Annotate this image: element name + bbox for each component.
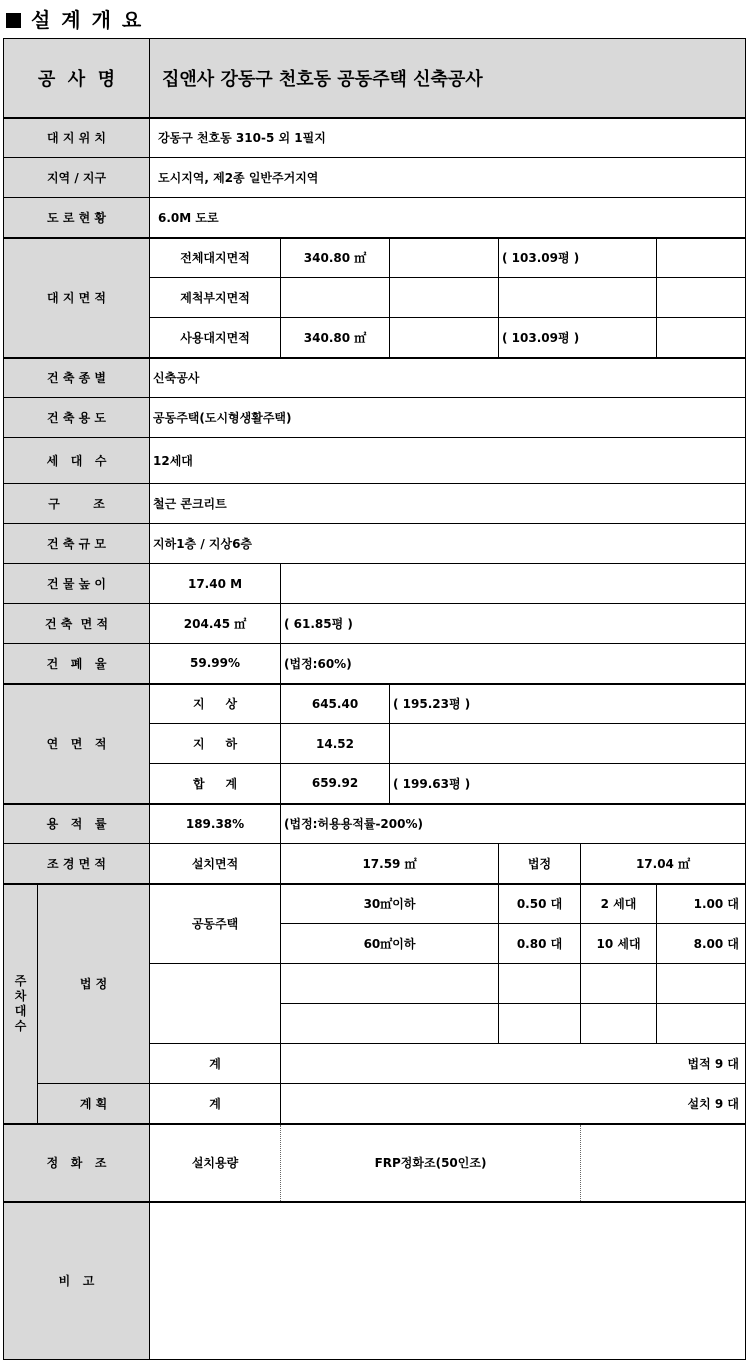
septic-sub: 설치용량 <box>150 1124 281 1202</box>
floor-area-name: 지 하 <box>150 724 281 764</box>
empty-cell <box>657 318 746 358</box>
floor-area-label: 연 면 적 <box>4 684 150 804</box>
empty-cell <box>499 964 581 1004</box>
project-name: 집앤사 강동구 천호동 공동주택 신축공사 <box>150 39 746 118</box>
building-type-label: 건 축 종 별 <box>4 358 150 398</box>
building-area-pyeong: ( 61.85평 ) <box>281 604 746 644</box>
site-location-value: 강동구 천호동 310-5 외 1필지 <box>150 118 746 158</box>
parking-row <box>4 884 746 924</box>
zone-row <box>4 158 746 198</box>
septic-row <box>4 1124 746 1202</box>
structure-value: 철근 콘크리트 <box>150 484 746 524</box>
structure-label: 구 조 <box>4 484 150 524</box>
coverage-row <box>4 644 746 684</box>
site-area-row <box>4 238 746 278</box>
building-use-label: 건 축 용 도 <box>4 398 150 438</box>
building-area-label: 건 축 면 적 <box>4 604 150 644</box>
scale-label: 건 축 규 모 <box>4 524 150 564</box>
empty-cell <box>281 964 499 1004</box>
document-title-text: 설 계 개 요 <box>31 8 144 32</box>
parking-label-char: 주 <box>14 973 27 988</box>
parking-count: 8.00 대 <box>657 924 746 964</box>
floor-area-value: 645.40 <box>281 684 390 724</box>
building-use-value: 공동주택(도시형생활주택) <box>150 398 746 438</box>
coverage-legal: (법정:60%) <box>281 644 746 684</box>
parking-units: 2 세대 <box>581 884 657 924</box>
floor-area-pyeong <box>390 724 746 764</box>
parking-legal-total-label: 계 <box>150 1044 281 1084</box>
landscape-label: 조 경 면 적 <box>4 844 150 884</box>
site-area-name: 제척부지면적 <box>150 278 281 318</box>
remarks-label: 비 고 <box>4 1202 150 1360</box>
parking-plan-label: 계 획 <box>38 1084 150 1124</box>
parking-legal-label: 법 정 <box>38 884 150 1084</box>
site-area-pyeong <box>499 278 657 318</box>
building-type-row <box>4 358 746 398</box>
landscape-legal-label: 법정 <box>499 844 581 884</box>
floor-area-value: 659.92 <box>281 764 390 804</box>
empty-cell <box>581 964 657 1004</box>
floor-area-value: 14.52 <box>281 724 390 764</box>
floor-area-pyeong: ( 195.23평 ) <box>390 684 746 724</box>
households-row <box>4 438 746 484</box>
empty-cell <box>390 238 499 278</box>
road-row <box>4 198 746 238</box>
floor-area-name: 지 상 <box>150 684 281 724</box>
parking-rate: 0.50 대 <box>499 884 581 924</box>
floor-area-pyeong: ( 199.63평 ) <box>390 764 746 804</box>
structure-row <box>4 484 746 524</box>
septic-label: 정 화 조 <box>4 1124 150 1202</box>
households-label: 세 대 수 <box>4 438 150 484</box>
site-location-label: 대 지 위 치 <box>4 118 150 158</box>
road-value: 6.0M 도로 <box>150 198 746 238</box>
floor-area-name: 합 계 <box>150 764 281 804</box>
parking-plan-total: 설치 9 대 <box>281 1084 746 1124</box>
far-row <box>4 804 746 844</box>
parking-count: 1.00 대 <box>657 884 746 924</box>
zone-label: 지역 / 지구 <box>4 158 150 198</box>
site-area-pyeong: ( 103.09평 ) <box>499 238 657 278</box>
site-area-name: 사용대지면적 <box>150 318 281 358</box>
parking-label <box>4 884 38 1124</box>
height-label: 건 물 높 이 <box>4 564 150 604</box>
empty-cell <box>657 278 746 318</box>
empty-cell <box>281 564 746 604</box>
empty-cell <box>390 278 499 318</box>
design-summary-table <box>3 38 746 1360</box>
empty-cell <box>150 964 281 1044</box>
site-area-value: 340.80 ㎡ <box>281 238 390 278</box>
site-area-label: 대 지 면 적 <box>4 238 150 358</box>
far-legal: (법정:허용용적률-200%) <box>281 804 746 844</box>
empty-cell <box>657 1004 746 1044</box>
building-area-row <box>4 604 746 644</box>
empty-cell <box>499 1004 581 1044</box>
document-title <box>6 4 143 33</box>
project-row <box>4 39 746 118</box>
site-area-name: 전체대지면적 <box>150 238 281 278</box>
site-area-pyeong: ( 103.09평 ) <box>499 318 657 358</box>
parking-label-char: 수 <box>14 1018 27 1033</box>
landscape-sub: 설치면적 <box>150 844 281 884</box>
parking-units: 10 세대 <box>581 924 657 964</box>
parking-rate: 0.80 대 <box>499 924 581 964</box>
project-label: 공 사 명 <box>4 39 150 118</box>
building-area-value: 204.45 ㎡ <box>150 604 281 644</box>
far-label: 용 적 률 <box>4 804 150 844</box>
zone-value: 도시지역, 제2종 일반주거지역 <box>150 158 746 198</box>
building-use-row <box>4 398 746 438</box>
empty-cell <box>657 238 746 278</box>
site-area-value <box>281 278 390 318</box>
parking-size: 60㎡이하 <box>281 924 499 964</box>
parking-label-char: 대 <box>14 1003 27 1018</box>
parking-legal-total: 법적 9 대 <box>281 1044 746 1084</box>
scale-value: 지하1층 / 지상6층 <box>150 524 746 564</box>
coverage-value: 59.99% <box>150 644 281 684</box>
septic-value: FRP정화조(50인조) <box>281 1124 581 1202</box>
parking-plan-row <box>4 1084 746 1124</box>
remarks-value <box>150 1202 746 1360</box>
landscape-legal-value: 17.04 ㎡ <box>581 844 746 884</box>
parking-plan-total-label: 계 <box>150 1084 281 1124</box>
height-value: 17.40 M <box>150 564 281 604</box>
empty-cell <box>581 1004 657 1044</box>
empty-cell <box>390 318 499 358</box>
parking-label-char: 차 <box>14 988 27 1003</box>
households-value: 12세대 <box>150 438 746 484</box>
scale-row <box>4 524 746 564</box>
site-area-value: 340.80 ㎡ <box>281 318 390 358</box>
parking-size: 30㎡이하 <box>281 884 499 924</box>
remarks-row <box>4 1202 746 1360</box>
empty-cell <box>581 1124 746 1202</box>
landscape-row <box>4 844 746 884</box>
parking-housing-label: 공동주택 <box>150 884 281 964</box>
empty-cell <box>657 964 746 1004</box>
coverage-label: 건 폐 율 <box>4 644 150 684</box>
road-label: 도 로 현 황 <box>4 198 150 238</box>
height-row <box>4 564 746 604</box>
floor-area-row <box>4 684 746 724</box>
empty-cell <box>281 1004 499 1044</box>
site-location-row <box>4 118 746 158</box>
far-value: 189.38% <box>150 804 281 844</box>
building-type-value: 신축공사 <box>150 358 746 398</box>
square-bullet-icon <box>6 13 21 28</box>
landscape-value: 17.59 ㎡ <box>281 844 499 884</box>
